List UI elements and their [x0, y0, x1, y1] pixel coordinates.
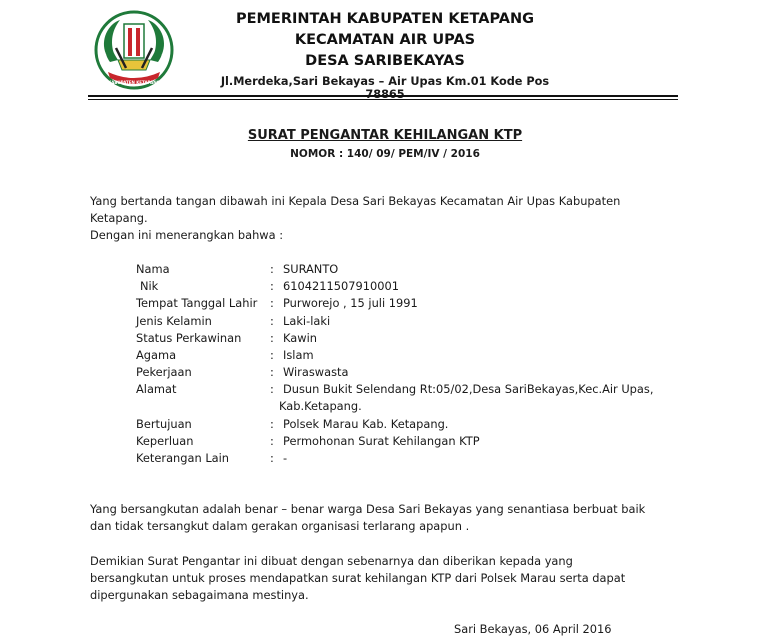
field-value-continued: Kab.Ketapang. [279, 399, 362, 413]
closing-line-1: Demikian Surat Pengantar ini dibuat dengan sebenarnya dan diberikan kepada yang [90, 554, 573, 568]
field-colon: : [270, 365, 274, 379]
field-colon: : [270, 348, 274, 362]
field-colon: : [270, 314, 274, 328]
field-value: Wiraswasta [283, 365, 349, 379]
field-label: Pekerjaan [136, 365, 192, 379]
field-colon: : [270, 262, 274, 276]
field-colon: : [270, 434, 274, 448]
place-date: Sari Bekayas, 06 April 2016 [454, 622, 612, 636]
field-label: Jenis Kelamin [136, 314, 212, 328]
field-colon: : [270, 417, 274, 431]
intro-line-3: Dengan ini menerangkan bahwa : [90, 228, 284, 242]
field-value: SURANTO [283, 262, 339, 276]
letterhead-village: DESA SARIBEKAYAS [305, 53, 465, 69]
field-label: Status Perkawinan [136, 331, 242, 345]
letterhead-address: Jl.Merdeka,Sari Bekayas – Air Upas Km.01 Kode Pos 78865 [220, 75, 550, 101]
intro-line-1: Yang bertanda tangan dibawah ini Kepala Desa Sari Bekayas Kecamatan Air Upas Kabupaten [90, 194, 621, 208]
field-label: Nik [140, 279, 159, 293]
logo-banner-text: KABUPATEN KETAPANG [108, 80, 160, 85]
field-value: Islam [283, 348, 314, 362]
field-label: Tempat Tanggal Lahir [136, 296, 258, 310]
field-label: Alamat [136, 382, 177, 396]
letterhead-divider-thick [88, 95, 678, 97]
field-colon: : [270, 451, 274, 465]
letterhead-district: KECAMATAN AIR UPAS [294, 32, 476, 48]
field-value: Dusun Bukit Selendang Rt:05/02,Desa SariBekayas,Kec.Air Upas, [283, 382, 654, 396]
field-value: Kawin [283, 331, 317, 345]
closing-line-2: bersangkutan untuk proses mendapatkan surat kehilangan KTP dari Polsek Marau serta dapat [90, 571, 626, 585]
statement-line-1: Yang bersangkutan adalah benar – benar warga Desa Sari Bekayas yang senantiasa berbuat baik [90, 502, 646, 516]
letter-number: NOMOR : 140/ 09/ PEM/IV / 2016 [290, 148, 480, 160]
field-label: Keperluan [136, 434, 194, 448]
field-value: Purworejo , 15 juli 1991 [283, 296, 418, 310]
statement-line-2: dan tidak tersangkut dalam gerakan organisasi terlarang apapun . [90, 519, 470, 533]
field-colon: : [270, 296, 274, 310]
field-label: Nama [136, 262, 170, 276]
field-label: Keterangan Lain [136, 451, 230, 465]
field-colon: : [270, 279, 274, 293]
field-value: - [283, 451, 288, 465]
field-label: Bertujuan [136, 417, 192, 431]
field-value: 6104211507910001 [283, 279, 399, 293]
letterhead-divider-thin [88, 99, 678, 100]
closing-line-3: dipergunakan sebagaimana mestinya. [90, 588, 309, 602]
field-value: Permohonan Surat Kehilangan KTP [283, 434, 480, 448]
field-colon: : [270, 382, 274, 396]
field-colon: : [270, 331, 274, 345]
letterhead-government: PEMERINTAH KABUPATEN KETAPANG [235, 11, 535, 27]
letter-title: SURAT PENGANTAR KEHILANGAN KTP [247, 128, 523, 143]
field-value: Polsek Marau Kab. Ketapang. [283, 417, 449, 431]
field-label: Agama [136, 348, 177, 362]
intro-line-2: Ketapang. [90, 211, 148, 225]
field-value: Laki-laki [283, 314, 331, 328]
